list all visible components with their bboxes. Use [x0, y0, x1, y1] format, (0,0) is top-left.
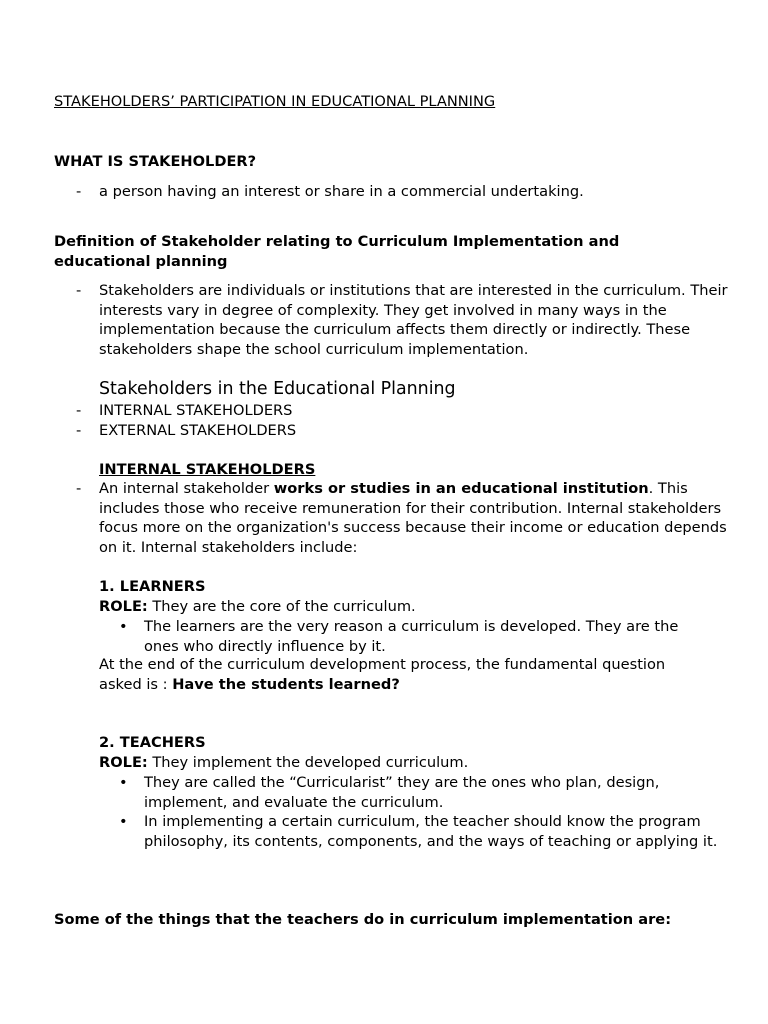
- learners-heading: 1. LEARNERS: [99, 578, 206, 595]
- dash-marker: -: [76, 480, 82, 497]
- internal-heading: INTERNAL STAKEHOLDERS: [99, 461, 316, 478]
- teachers-role-text: They implement the developed curriculum.: [147, 754, 469, 771]
- learners-role-label: ROLE:: [99, 598, 148, 615]
- what-definition-item: a person having an interest or share in a commercial undertaking.: [99, 183, 584, 200]
- internal-intro: [99, 479, 739, 557]
- learners-bullet: The learners are the very reason a curriculum is developed. They are the ones who directly influence by it.: [144, 618, 679, 655]
- planning-item-external: EXTERNAL STAKEHOLDERS: [99, 422, 297, 439]
- bullet-marker: •: [119, 813, 128, 830]
- dash-marker: -: [76, 282, 82, 299]
- dash-marker: -: [76, 402, 82, 419]
- planning-heading: Stakeholders in the Educational Planning: [99, 379, 456, 399]
- planning-item-internal: INTERNAL STAKEHOLDERS: [99, 402, 293, 419]
- learners-closing: [99, 655, 694, 694]
- internal-intro-post: . This includes those who receive remuneration for their contribution. Internal stakeholders focus more on the organization's success because their income or education depends on it. Internal stakeholders include:: [99, 480, 727, 556]
- learners-role-text: They are the core of the curriculum.: [147, 598, 416, 615]
- teachers-bullet: They are called the “Curricularist” they are the ones who plan, design, implement, and evaluate the curriculum.: [144, 774, 660, 811]
- bullet-marker: •: [119, 618, 128, 635]
- definition-heading: Definition of Stakeholder relating to Curriculum Implementation and educational planning: [54, 233, 620, 270]
- document-title: STAKEHOLDERS’ PARTICIPATION IN EDUCATIONAL PLANNING: [54, 93, 496, 110]
- internal-intro-pre: An internal stakeholder: [99, 480, 274, 497]
- dash-marker: -: [76, 183, 82, 200]
- teachers-heading: 2. TEACHERS: [99, 734, 206, 751]
- bullet-marker: •: [119, 774, 128, 791]
- teachers-role-label: ROLE:: [99, 754, 148, 771]
- what-heading: WHAT IS STAKEHOLDER?: [54, 153, 257, 170]
- internal-intro-bold: works or studies in an educational institution: [273, 480, 649, 497]
- learners-closing-bold: Have the students learned?: [172, 675, 400, 693]
- teachers-bullet: In implementing a certain curriculum, the teacher should know the program philosophy, its contents, components, and the ways of teaching or applying it.: [144, 813, 718, 850]
- learners-closing-pre: At the end of the curriculum development process, the fundamental question asked is :: [99, 656, 666, 693]
- learners-role: [99, 597, 739, 617]
- teachers-role: [99, 753, 739, 773]
- closing-heading: Some of the things that the teachers do in curriculum implementation are:: [54, 911, 672, 928]
- dash-marker: -: [76, 422, 82, 439]
- definition-item: Stakeholders are individuals or institutions that are interested in the curriculum. Their interests vary in degree of complexity. They get involved in many ways in the implementation because the curriculum affects them directly or indirectly. These stakeholders shape the school curriculum implementation.: [99, 282, 728, 358]
